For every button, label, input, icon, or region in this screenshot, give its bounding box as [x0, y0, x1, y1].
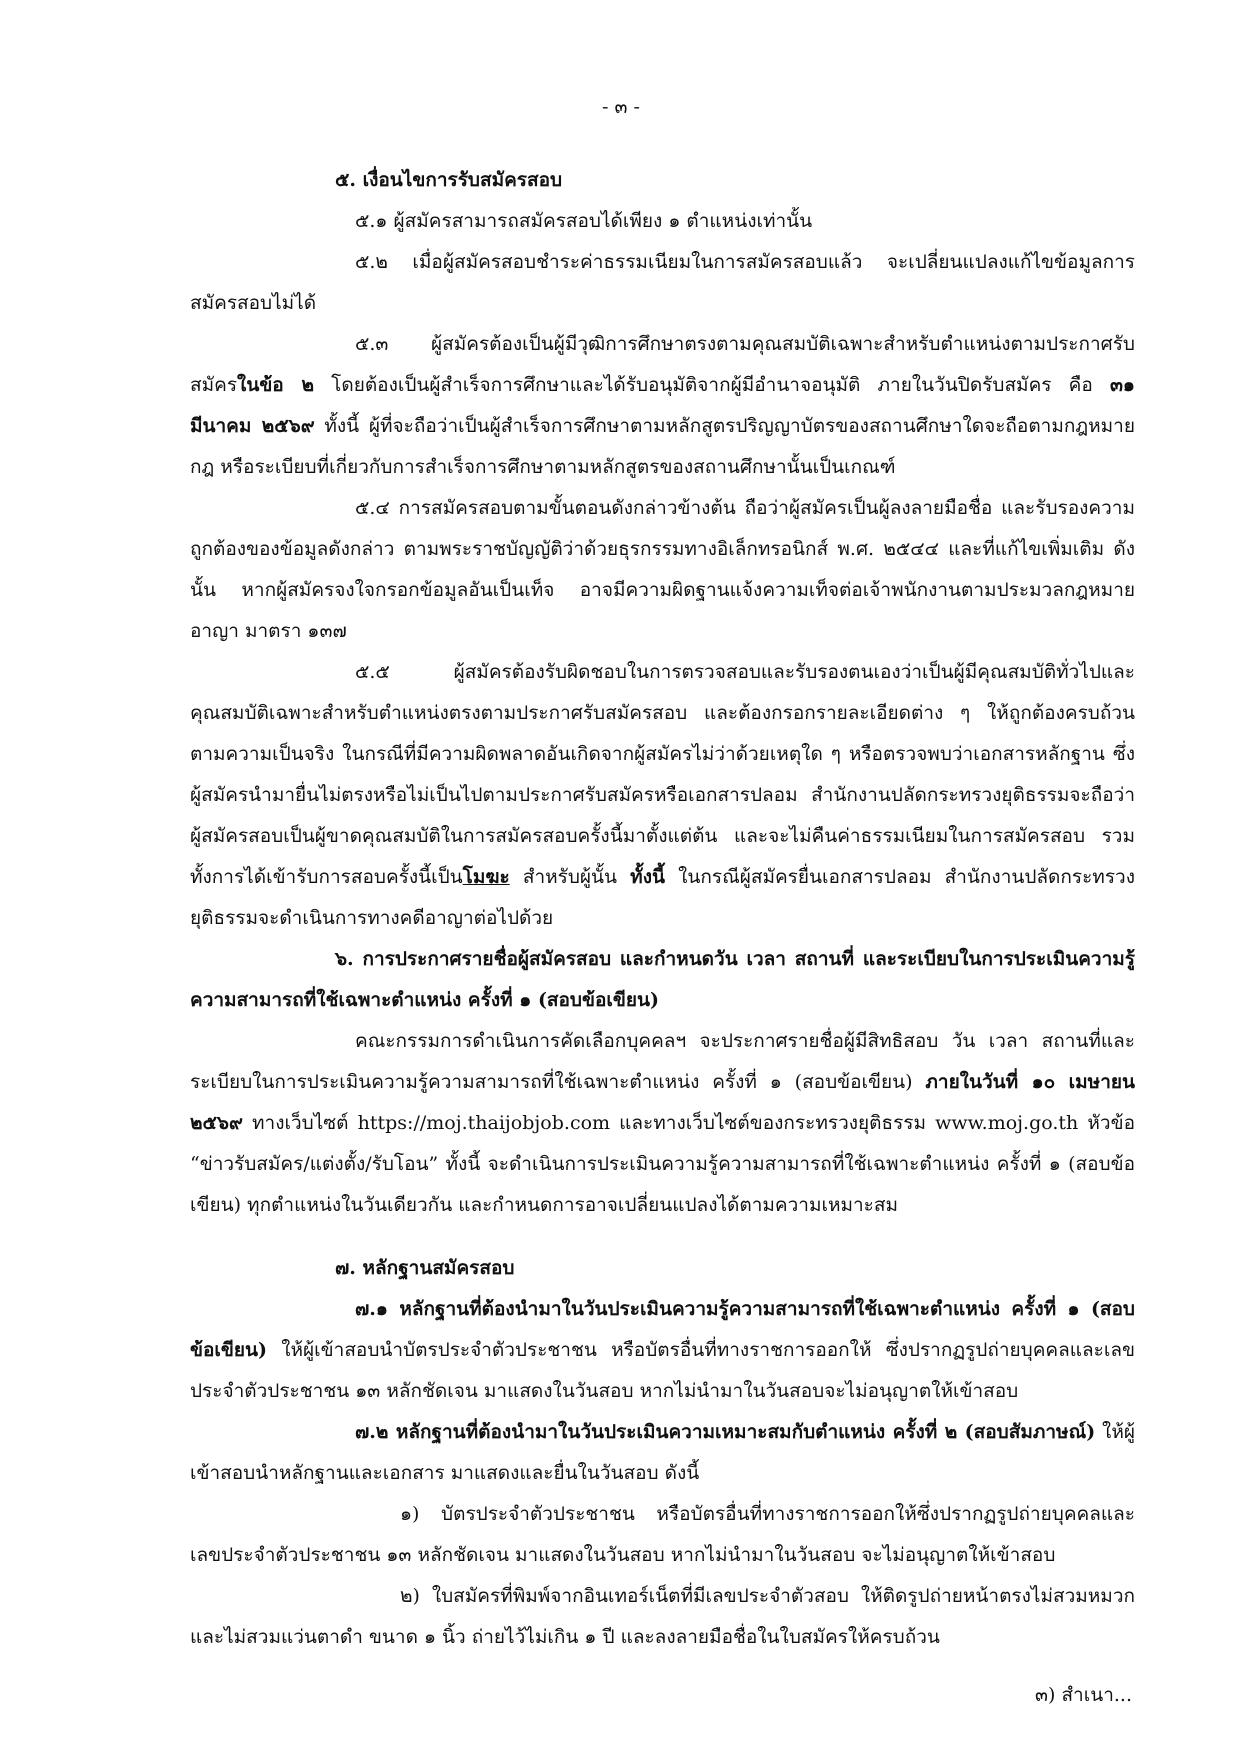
clause-5-5-text-c: สำหรับผู้นั้น — [509, 866, 631, 888]
clause-7-2-item-2: ๒) ใบสมัครที่พิมพ์จากอินเทอร์เน็ตที่มีเลขประจำตัวสอบ ให้ติดรูปถ่ายหน้าตรงไม่สวมหมวกและไม่สวมแว่นตาดำ ขนาด ๑ นิ้ว ถ่ายไว้ไม่เกิน ๑ ปี และลงลายมือชื่อในใบสมัครให้ครบถ้วน — [190, 1585, 1135, 1648]
section-6-text-c: ทางเว็บไซต์ https://moj.thaijobjob.com และทางเว็บไซต์ของกระทรวงยุติธรรม www.moj.go.th หัวข้อ “ข่าวรับสมัคร/แต่งตั้ง/รับโอน” ทั้งนี้ จะดำเนินการประเมินความรู้ความสามารถที่ใช้เฉพาะตำแหน่ง ครั้งที่ ๑ (สอบข้อเขียน) ทุกตำแหน่งในวันเดียวกัน และกำหนดการอาจเปลี่ยนแปลงได้ตามความเหมาะสม — [190, 1112, 1135, 1216]
page-number: - ๓ - — [602, 96, 640, 118]
clause-7-2-item-1: ๑) บัตรประจำตัวประชาชน หรือบัตรอื่นที่ทางราชการออกให้ซึ่งปรากฏรูปถ่ายบุคคลและเลขประจำตัวประชาชน ๑๓ หลักชัดเจน มาแสดงในวันสอบ หากไม่นำมาในวันสอบ จะไม่อนุญาตให้เข้าสอบ — [190, 1503, 1135, 1566]
clause-5-3-text-e: ทั้งนี้ ผู้ที่จะถือว่าเป็นผู้สำเร็จการศึกษาตามหลักสูตรปริญญาบัตรของสถานศึกษาใดจะถือตามกฎหมาย กฎ หรือระเบียบที่เกี่ยวกับการสำเร็จการศึกษาตามหลักสูตรของสถานศึกษานั้นเป็นเกณฑ์ — [190, 415, 1135, 478]
section-6-deadline: ภายในวันที่ ๑๐ เมษายน ๒๕๖๙ — [190, 1071, 1135, 1134]
clause-7-1-text: ให้ผู้เข้าสอบนำบัตรประจำตัวประชาชน หรือบัตรอื่นที่ทางราชการออกให้ ซึ่งปรากฏรูปถ่ายบุคคลและเลขประจำตัวประชาชน ๑๓ หลักชัดเจน มาแสดงในวันสอบ หากไม่นำมาในวันสอบจะไม่อนุญาตให้เข้าสอบ — [190, 1339, 1135, 1402]
clause-5-5 — [190, 652, 1135, 939]
clause-5-5-text-e: ในกรณีผู้สมัครยื่นเอกสารปลอม สำนักงานปลัดกระทรวงยุติธรรมจะดำเนินการทางคดีอาญาต่อไปด้วย — [190, 866, 1135, 929]
section-7-heading: ๗. หลักฐานสมัครสอบ — [335, 1257, 515, 1279]
section-6-paragraph — [190, 1021, 1135, 1226]
clause-5-4: ๕.๔ การสมัครสอบตามขั้นตอนดังกล่าวข้างต้น ถือว่าผู้สมัครเป็นผู้ลงลายมือชื่อ และรับรองความถูกต้องของข้อมูลดังกล่าว ตามพระราชบัญญัติว่าด้วยธุรกรรมทางอิเล็กทรอนิกส์ พ.ศ. ๒๕๔๔ และที่แก้ไขเพิ่มเติม ดังนั้น หากผู้สมัครจงใจกรอกข้อมูลอันเป็นเท็จ อาจมีความผิดฐานแจ้งความเท็จต่อเจ้าพนักงานตามประมวลกฎหมายอาญา มาตรา ๑๓๗ — [190, 497, 1135, 642]
document-body — [190, 160, 1135, 1658]
clause-5-5-void: โมฆะ — [462, 866, 510, 888]
clause-5-5-text-a: ๕.๕ ผู้สมัครต้องรับผิดชอบในการตรวจสอบและรับรองตนเองว่าเป็นผู้มีคุณสมบัติทั่วไปและคุณสมบัติเฉพาะสำหรับตำแหน่งตรงตามประกาศรับสมัครสอบ และต้องกรอกรายละเอียดต่าง ๆ ให้ถูกต้องครบถ้วนตามความเป็นจริง ในกรณีที่มีความผิดพลาดอันเกิดจากผู้สมัครไม่ว่าด้วยเหตุใด ๆ หรือตรวจพบว่าเอกสารหลักฐาน ซึ่งผู้สมัครนำมายื่นไม่ตรงหรือไม่เป็นไปตามประกาศรับสมัครหรือเอกสารปลอม สำนักงานปลัดกระทรวงยุติธรรมจะถือว่าผู้สมัครสอบเป็นผู้ขาดคุณสมบัติในการสมัครสอบครั้งนี้มาตั้งแต่ต้น และจะไม่คืนค่าธรรมเนียมในการสมัครสอบ รวมทั้งการได้เข้ารับการสอบครั้งนี้เป็น — [190, 661, 1135, 888]
clause-7-1 — [190, 1289, 1135, 1412]
clause-7-1-title: ๗.๑ หลักฐานที่ต้องนำมาในวันประเมินความรู้ความสามารถที่ใช้เฉพาะตำแหน่ง ครั้งที่ ๑ (สอบข้อเขียน) — [190, 1298, 1135, 1361]
section-6-heading: ๖. การประกาศรายชื่อผู้สมัครสอบ และกำหนดวัน เวลา สถานที่ และระเบียบในการประเมินความรู้ความสามารถที่ใช้เฉพาะตำแหน่ง ครั้งที่ ๑ (สอบข้อเขียน) — [190, 948, 1135, 1011]
clause-5-2: ๕.๒ เมื่อผู้สมัครสอบชำระค่าธรรมเนียมในการสมัครสอบแล้ว จะเปลี่ยนแปลงแก้ไขข้อมูลการสมัครสอบไม่ได้ — [190, 251, 1135, 314]
clause-7-2-text: ให้ผู้เข้าสอบนำหลักฐานและเอกสาร มาแสดงและยื่นในวันสอบ ดังนี้ — [190, 1421, 1135, 1484]
section-6-text-a: คณะกรรมการดำเนินการคัดเลือกบุคคลฯ จะประกาศรายชื่อผู้มีสิทธิสอบ วัน เวลา สถานที่และระเบียบในการประเมินความรู้ความสามารถที่ใช้เฉพาะตำแหน่ง ครั้งที่ ๑ (สอบข้อเขียน) — [190, 1030, 1135, 1093]
clause-5-1: ๕.๑ ผู้สมัครสามารถสมัครสอบได้เพียง ๑ ตำแหน่งเท่านั้น — [355, 210, 813, 232]
clause-5-5-however: ทั้งนี้ — [630, 866, 665, 888]
clause-5-3-bold-date: ๓๑ มีนาคม ๒๕๖๙ — [190, 374, 1135, 437]
section-5-heading: ๕. เงื่อนไขการรับสมัครสอบ — [335, 169, 563, 191]
clause-5-3-text-c: โดยต้องเป็นผู้สำเร็จการศึกษาและได้รับอนุมัติจากผู้มีอำนาจอนุมัติ ภายในวันปิดรับสมัคร คือ — [313, 374, 1110, 396]
clause-5-3-text-a: ๕.๓ ผู้สมัครต้องเป็นผู้มีวุฒิการศึกษาตรงตามคุณสมบัติเฉพาะสำหรับตำแหน่งตามประกาศรับสมัคร — [190, 333, 1135, 396]
continuation-marker: ๓) สำเนา... — [1035, 1684, 1132, 1706]
clause-5-3 — [190, 324, 1135, 488]
clause-7-2 — [190, 1412, 1135, 1494]
spacer — [190, 1226, 1135, 1248]
clause-7-2-title: ๗.๒ หลักฐานที่ต้องนำมาในวันประเมินความเหมาะสมกับตำแหน่ง ครั้งที่ ๒ (สอบสัมภาษณ์) — [355, 1421, 1096, 1443]
clause-5-3-bold-ref: ในข้อ ๒ — [237, 374, 314, 396]
